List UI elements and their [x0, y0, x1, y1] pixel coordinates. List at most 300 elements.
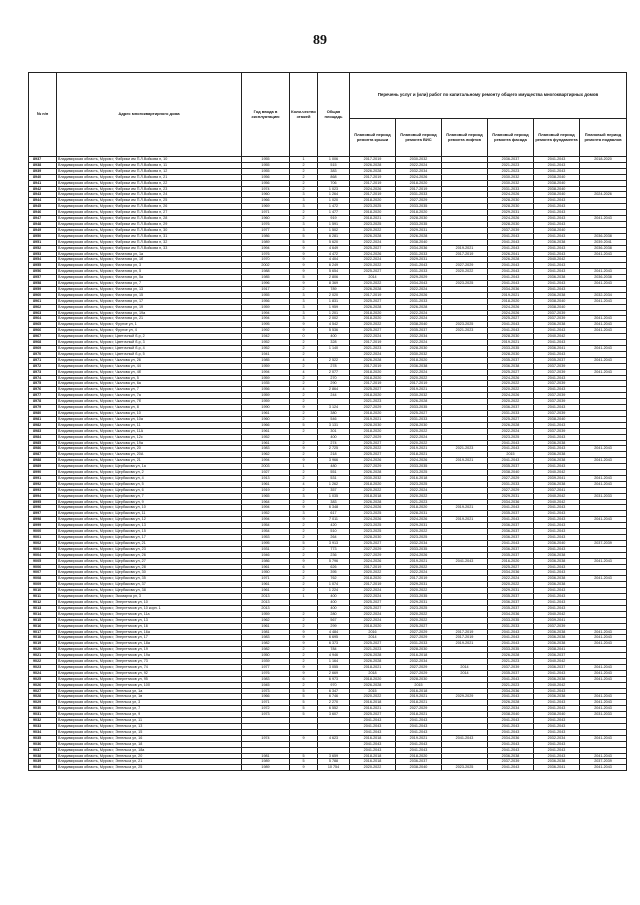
cell-year: 1953	[242, 535, 290, 541]
cell-year: 1955	[242, 292, 290, 298]
cell-facade: 2024-2026	[488, 375, 534, 381]
cell-basement: 2041-2043	[580, 641, 627, 647]
cell-area: 1 201	[318, 310, 350, 316]
cell-area: 5 620	[318, 239, 350, 245]
cell-utilities: 2031-2033	[396, 269, 442, 275]
cell-foundation: 2041-2043	[534, 706, 580, 712]
cell-num: 8978	[29, 399, 57, 405]
cell-year: 1954	[242, 529, 290, 535]
cell-foundation: 2036-2038	[534, 275, 580, 281]
cell-foundation: 2041-2043	[534, 204, 580, 210]
cell-facade: 2034-2036	[488, 499, 534, 505]
cell-basement: 2041-2043	[580, 458, 627, 464]
cell-num: 8974	[29, 375, 57, 381]
cell-roof: 2025-2027	[350, 245, 396, 251]
cell-num: 9036	[29, 741, 57, 747]
cell-address: Владимирская область, Муром г, Фабрики им П.Л.Войкова п, 12	[57, 168, 242, 174]
cell-year: 1969	[242, 204, 290, 210]
cell-area: 531	[318, 475, 350, 481]
cell-facade: 2033-2035	[488, 346, 534, 352]
cell-area: 5 654	[318, 269, 350, 275]
cell-foundation: 2036-2041	[534, 765, 580, 771]
cell-floors: 2	[290, 576, 318, 582]
cell-roof: 2041-2043	[350, 747, 396, 753]
cell-facade: 2027-2029	[488, 487, 534, 493]
cell-address: Владимирская область, Муром г, Чкалова ул, 12с	[57, 434, 242, 440]
cell-facade: 2023-2025	[488, 434, 534, 440]
cell-foundation: 2036-2038	[534, 635, 580, 641]
cell-num: 8945	[29, 204, 57, 210]
cell-facade: 2028-2030	[488, 221, 534, 227]
cell-roof: 2021-2023	[350, 346, 396, 352]
cell-basement: 2041-2043	[580, 346, 627, 352]
cell-year: 1950	[242, 570, 290, 576]
cell-utilities: 2019-2021	[396, 694, 442, 700]
cell-foundation: 2041-2043	[534, 263, 580, 269]
cell-facade: 2021-2023	[488, 162, 534, 168]
cell-num: 8979	[29, 405, 57, 411]
cell-floors: 9	[290, 735, 318, 741]
cell-address: Владимирская область, Муром г, Энгельса ул, 20	[57, 753, 242, 759]
cell-floors: 2	[290, 617, 318, 623]
cell-address: Владимирская область, Муром г, Щербакова ул, 6	[57, 487, 242, 493]
cell-area: 2 669	[318, 670, 350, 676]
cell-roof: 2018-2020	[350, 198, 396, 204]
header-work-elevators: Плановый период ремонта лифтов	[442, 119, 488, 157]
cell-area: 6 281	[318, 233, 350, 239]
cell-year: 2013	[242, 594, 290, 600]
cell-address: Владимирская область, Муром г, Фабрики им П.Л.Войкова п, 23	[57, 186, 242, 192]
cell-utilities: 2018-2020	[396, 180, 442, 186]
cell-area: 6 746	[318, 694, 350, 700]
cell-roof: 2018-2020	[350, 481, 396, 487]
cell-facade: 2033-2035	[488, 647, 534, 653]
cell-area: 1 262	[318, 481, 350, 487]
cell-area: 1 140	[318, 346, 350, 352]
cell-utilities: 2031-2033	[396, 641, 442, 647]
cell-floors: 5	[290, 688, 318, 694]
cell-year: 1982	[242, 647, 290, 653]
cell-utilities: 2020-2022	[396, 611, 442, 617]
cell-year: 2013	[242, 605, 290, 611]
cell-facade: 2029-2031	[488, 210, 534, 216]
cell-num: 9026	[29, 682, 57, 688]
cell-address: Владимирская область, Муром г, Щербакова ул, 2	[57, 470, 242, 476]
cell-roof: 2026-2028	[350, 304, 396, 310]
cell-address: Владимирская область, Муром г, Чкалова ул, 21	[57, 458, 242, 464]
cell-address: Владимирская область, Муром г, Чкалова ул, 11	[57, 422, 242, 428]
cell-year: 1954	[242, 523, 290, 529]
cell-utilities: 2022-2024	[396, 316, 442, 322]
cell-address: Владимирская область, Муром г, Чкалова ул, 10	[57, 410, 242, 416]
cell-utilities: 2033-2035	[396, 546, 442, 552]
cell-roof: 2026-2028	[350, 357, 396, 363]
cell-basement: 2041-2043	[580, 629, 627, 635]
cell-area: 270	[318, 375, 350, 381]
cell-area: 400	[318, 434, 350, 440]
cell-address: Владимирская область, Муром г, Энгельса ул, 7	[57, 706, 242, 712]
cell-foundation: 2041-2043	[534, 670, 580, 676]
cell-roof: 2027-2029	[350, 546, 396, 552]
cell-address: Владимирская область, Муром г, Щербакова ул, 12	[57, 517, 242, 523]
cell-roof: 2016-2018	[350, 759, 396, 765]
cell-area: 789	[318, 286, 350, 292]
cell-roof: 2024-2026	[350, 186, 396, 192]
cell-foundation: 2032-2034	[534, 735, 580, 741]
cell-facade: 2034-2036	[488, 286, 534, 292]
cell-floors: 2	[290, 210, 318, 216]
cell-roof: 2022-2024	[350, 257, 396, 263]
cell-address: Владимирская область, Муром г, Чкалова ул, 20А	[57, 452, 242, 458]
cell-roof: 2015	[350, 688, 396, 694]
cell-area: 380	[318, 410, 350, 416]
cell-num: 8972	[29, 363, 57, 369]
cell-roof: 2026-2028	[350, 499, 396, 505]
cell-roof: 2024-2026	[350, 458, 396, 464]
cell-year: 1995	[242, 322, 290, 328]
cell-area: 8 369	[318, 281, 350, 287]
cell-year: 1917	[242, 286, 290, 292]
cell-facade: 2034-2036	[488, 735, 534, 741]
cell-utilities: 2028-2031	[396, 511, 442, 517]
cell-elevators: 2041-2043	[442, 558, 488, 564]
cell-utilities: 2025-2027	[396, 410, 442, 416]
cell-num: 9001	[29, 535, 57, 541]
cell-area: 383	[318, 499, 350, 505]
cell-foundation: 2036-2038	[534, 629, 580, 635]
cell-foundation: 2041-2043	[534, 718, 580, 724]
cell-area: 4 946	[318, 653, 350, 659]
cell-num: 8951	[29, 239, 57, 245]
cell-utilities: 2017-2019	[396, 186, 442, 192]
cell-year: 1994	[242, 369, 290, 375]
cell-num: 9038	[29, 753, 57, 759]
cell-address: Владимирская область, Муром г, Щербакова ул, 17	[57, 535, 242, 541]
cell-utilities: 2018-2020	[396, 505, 442, 511]
cell-floors: 1	[290, 594, 318, 600]
cell-foundation: 2041-2043	[534, 741, 580, 747]
cell-year: 1959	[242, 393, 290, 399]
cell-year: 1990	[242, 405, 290, 411]
cell-roof: 2022-2024	[350, 594, 396, 600]
cell-elevators: 2029-2029	[442, 694, 488, 700]
cell-facade: 2028-2030	[488, 198, 534, 204]
cell-floors: 2	[290, 381, 318, 387]
cell-roof: 2022-2024	[350, 239, 396, 245]
cell-year: 1955	[242, 162, 290, 168]
cell-facade: 2037-2039	[488, 759, 534, 765]
cell-elevators: 2017-2019	[442, 629, 488, 635]
cell-foundation: 2041-2043	[534, 281, 580, 287]
cell-facade: 2025-2027	[488, 316, 534, 322]
cell-roof: 2021-2023	[350, 647, 396, 653]
cell-roof: 2041-2043	[350, 718, 396, 724]
cell-foundation: 2040-2042	[534, 257, 580, 263]
cell-basement: 2041-2043	[580, 316, 627, 322]
cell-num: 9013	[29, 605, 57, 611]
cell-foundation: 2040-2042	[534, 470, 580, 476]
cell-area: 515	[318, 162, 350, 168]
cell-foundation: 2037-2039	[534, 428, 580, 434]
cell-facade: 2041-2043	[488, 765, 534, 771]
header-address: Адрес многоквартирного дома	[57, 73, 242, 157]
cell-address: Владимирская область, Муром г, Энгельса ул, 16	[57, 735, 242, 741]
cell-address: Владимирская область, Муром г, Энгельса ул, 18	[57, 741, 242, 747]
cell-facade: 2035-2037	[488, 594, 534, 600]
cell-area: 3 055	[318, 664, 350, 670]
cell-foundation: 2037-2039	[534, 410, 580, 416]
cell-area: 244	[318, 393, 350, 399]
cell-utilities: 2029-2031	[396, 582, 442, 588]
cell-address: Владимирская область, Муром г, Фабрики им П.Л.Войкова п, 29	[57, 221, 242, 227]
cell-roof: 2017-2019	[350, 180, 396, 186]
cell-area: 1 164	[318, 659, 350, 665]
cell-facade: 2041-2043	[488, 729, 534, 735]
cell-utilities: 2031-2033	[396, 192, 442, 198]
cell-roof: 2016-2021	[350, 706, 396, 712]
page-number: 89	[313, 33, 327, 48]
cell-floors: 4	[290, 357, 318, 363]
cell-facade: 2020-2022	[488, 381, 534, 387]
cell-foundation: 2041-2043	[534, 529, 580, 535]
cell-num: 8990	[29, 470, 57, 476]
cell-facade: 2041-2043	[488, 269, 534, 275]
cell-foundation: 2036-2038	[534, 552, 580, 558]
cell-foundation: 2036-2038	[534, 481, 580, 487]
cell-facade: 2035-2037	[488, 552, 534, 558]
cell-roof: 2022-2024	[350, 351, 396, 357]
cell-elevators: 2021-2023	[442, 328, 488, 334]
cell-address: Владимирская область, Муром г, Энгельса ул, 21	[57, 759, 242, 765]
cell-elevators: 2023-2025	[442, 281, 488, 287]
cell-num: 9017	[29, 629, 57, 635]
table-row	[29, 765, 627, 771]
cell-address: Владимирская область, Муром г, Щербакова ул, 5	[57, 481, 242, 487]
cell-roof: 2020-2022	[350, 263, 396, 269]
cell-area: 383	[318, 168, 350, 174]
cell-facade: 2041-2043	[488, 629, 534, 635]
cell-address: Владимирская область, Муром г, Филатова ул, 19	[57, 304, 242, 310]
cell-floors: 3	[290, 227, 318, 233]
cell-address: Владимирская область, Муром г, Щербакова ул, 30	[57, 570, 242, 576]
cell-utilities: 2035-2037	[396, 328, 442, 334]
cell-year: 1977	[242, 227, 290, 233]
cell-floors: 2	[290, 363, 318, 369]
cell-roof: 2018-2020	[350, 316, 396, 322]
cell-area: 1 074	[318, 582, 350, 588]
cell-num: 8980	[29, 410, 57, 416]
cell-utilities: 2038-2040	[396, 239, 442, 245]
cell-utilities: 2041-2043	[396, 263, 442, 269]
cell-roof: 2018-2020	[350, 428, 396, 434]
cell-roof: 2017-2019	[350, 363, 396, 369]
cell-roof: 2017-2019	[350, 192, 396, 198]
cell-area: 301	[318, 428, 350, 434]
cell-foundation: 2040-2042	[534, 659, 580, 665]
cell-facade: 2021-2023	[488, 682, 534, 688]
cell-facade: 2028-2030	[488, 351, 534, 357]
cell-foundation: 2041-2043	[534, 724, 580, 730]
cell-num: 9040	[29, 765, 57, 771]
cell-num: 8994	[29, 493, 57, 499]
cell-elevators: 2014	[442, 670, 488, 676]
cell-num: 8986	[29, 446, 57, 452]
cell-facade: 2016-2020	[488, 558, 534, 564]
cell-facade: 2030-2032	[488, 174, 534, 180]
cell-utilities: 2016-2018	[396, 653, 442, 659]
cell-year: 1996	[242, 281, 290, 287]
cell-facade: 2034-2036	[488, 688, 534, 694]
cell-year: 1971	[242, 700, 290, 706]
cell-roof: 2017-2019	[350, 157, 396, 163]
cell-basement: 2041-2043	[580, 475, 627, 481]
cell-utilities: 2033-2035	[396, 464, 442, 470]
cell-address: Владимирская область, Муром г, Щербакова ул, 13	[57, 523, 242, 529]
cell-floors: 2	[290, 186, 318, 192]
cell-floors: 2	[290, 659, 318, 665]
cell-address: Владимирская область, Муром г, Энгельса ул, 18а	[57, 747, 242, 753]
cell-floors: 9	[290, 635, 318, 641]
cell-foundation: 2040-2042	[534, 493, 580, 499]
cell-facade: 2041-2043	[488, 517, 534, 523]
cell-num: 8981	[29, 416, 57, 422]
cell-foundation: 2041-2043	[534, 251, 580, 257]
cell-facade: 2024-2026	[488, 192, 534, 198]
cell-address: Владимирская область, Муром г, Энгельса ул, 15	[57, 729, 242, 735]
cell-num: 8995	[29, 499, 57, 505]
cell-address: Владимирская область, Муром г, Филатова ул, 19а	[57, 310, 242, 316]
cell-roof: 2026-2028	[350, 659, 396, 665]
cell-foundation: 2041-2043	[534, 198, 580, 204]
cell-utilities: 2016-2018	[396, 688, 442, 694]
cell-year: 1952	[242, 511, 290, 517]
cell-elevators: 2027-2029	[442, 263, 488, 269]
cell-roof: 2018-2018	[350, 753, 396, 759]
cell-year: 1961	[242, 428, 290, 434]
cell-roof: 2020-2022	[350, 487, 396, 493]
cell-foundation: 2037-2039	[534, 363, 580, 369]
repair-schedule-table	[28, 72, 627, 771]
cell-basement: 2041-2043	[580, 576, 627, 582]
cell-foundation: 2041-2043	[534, 375, 580, 381]
cell-utilities: 2020-2022	[396, 440, 442, 446]
cell-elevators: 2017-2019	[442, 635, 488, 641]
cell-facade: 2041-2043	[488, 281, 534, 287]
cell-year: 2002	[242, 263, 290, 269]
cell-area: 4 542	[318, 322, 350, 328]
cell-area: 420	[318, 523, 350, 529]
header-num: № п/п	[29, 73, 57, 157]
cell-area: 551	[318, 470, 350, 476]
cell-floors: 9	[290, 251, 318, 257]
cell-num: 8967	[29, 334, 57, 340]
cell-year: 1989	[242, 759, 290, 765]
cell-year: 1985	[242, 357, 290, 363]
cell-floors: 3	[290, 221, 318, 227]
cell-address: Владимирская область, Муром г, Фабрики им П.Л.Войкова п, 22	[57, 180, 242, 186]
cell-area: 3 659	[318, 753, 350, 759]
cell-foundation: 2041-2043	[534, 511, 580, 517]
cell-year: 1952	[242, 434, 290, 440]
cell-year: 1988	[242, 269, 290, 275]
cell-foundation: 2038-2041	[534, 647, 580, 653]
cell-roof: 2026-2028	[350, 233, 396, 239]
cell-area: 1 020	[318, 198, 350, 204]
cell-utilities: 2034-2043	[396, 281, 442, 287]
cell-utilities: 2018-2021	[396, 452, 442, 458]
cell-num: 9003	[29, 546, 57, 552]
cell-address: Владимирская область, Муром г, Энергетиков ул, 16	[57, 623, 242, 629]
cell-year: 1960	[242, 192, 290, 198]
cell-address: Владимирская область, Муром г, Щербакова ул, 27	[57, 558, 242, 564]
cell-facade: 2036-2037	[488, 599, 534, 605]
cell-floors: 5	[290, 694, 318, 700]
cell-utilities: 2029-2029	[396, 275, 442, 281]
cell-roof: 2022-2024	[350, 588, 396, 594]
cell-utilities: 2023-2025	[396, 605, 442, 611]
cell-num: 8973	[29, 369, 57, 375]
cell-roof: 2016-2018	[350, 735, 396, 741]
cell-roof: 2026-2028	[350, 162, 396, 168]
cell-utilities: 2041-2043	[396, 729, 442, 735]
cell-facade: 2035-2037	[488, 605, 534, 611]
cell-foundation: 2036-2038	[534, 440, 580, 446]
cell-year: 1994	[242, 316, 290, 322]
cell-roof: 2027-2029	[350, 552, 396, 558]
cell-address: Владимирская область, Муром г, Щербакова ул, 26	[57, 552, 242, 558]
cell-roof: 2021-2023	[350, 399, 396, 405]
cell-foundation: 2035-2037	[534, 357, 580, 363]
cell-roof: 2025-2027	[350, 599, 396, 605]
cell-foundation: 2041-2043	[534, 434, 580, 440]
cell-num: 8976	[29, 387, 57, 393]
cell-num: 9025	[29, 676, 57, 682]
cell-facade: 2025-2027	[488, 564, 534, 570]
cell-utilities: 2033-2035	[396, 594, 442, 600]
cell-floors: 2	[290, 582, 318, 588]
repair-schedule-table-wrapper	[28, 72, 626, 771]
cell-floors: 0	[290, 334, 318, 340]
cell-utilities: 2027-2029	[396, 629, 442, 635]
cell-year: 1981	[242, 629, 290, 635]
cell-roof: 2014	[350, 635, 396, 641]
cell-roof: 2026-2028	[350, 168, 396, 174]
cell-area: 1 959	[318, 304, 350, 310]
cell-roof: 2023-2025	[350, 221, 396, 227]
cell-year: 1971	[242, 210, 290, 216]
cell-num: 8983	[29, 428, 57, 434]
cell-roof: 2020-2022	[350, 281, 396, 287]
cell-floors: 9	[290, 458, 318, 464]
cell-year: 1983	[242, 635, 290, 641]
cell-facade: 2033-2035	[488, 617, 534, 623]
cell-roof: 2030-2032	[350, 475, 396, 481]
cell-area: 5 796	[318, 558, 350, 564]
cell-foundation: 2041-2043	[534, 605, 580, 611]
cell-year: 1986	[242, 233, 290, 239]
cell-area: 400	[318, 599, 350, 605]
cell-utilities: 2026-2028	[396, 233, 442, 239]
cell-facade: 2024-2026	[488, 393, 534, 399]
cell-num: 8949	[29, 227, 57, 233]
cell-facade: 2026-2041	[488, 251, 534, 257]
cell-utilities: 2022-2024	[396, 369, 442, 375]
cell-address: Владимирская область, Муром г, Чкалова ул, 8	[57, 405, 242, 411]
cell-floors: 1	[290, 157, 318, 163]
cell-facade: 2036-2038	[488, 363, 534, 369]
cell-num: 9029	[29, 700, 57, 706]
cell-basement: 2037-2039	[580, 759, 627, 765]
